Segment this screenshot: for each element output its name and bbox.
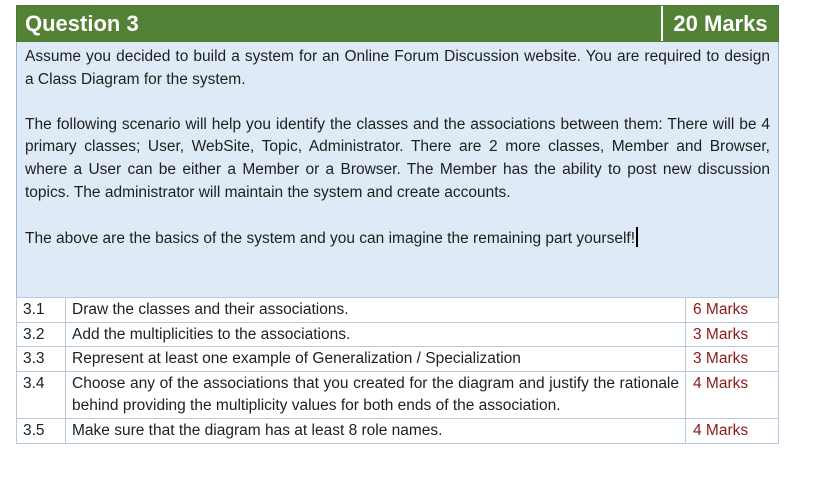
task-marks: 4 Marks [686, 371, 779, 418]
table-row [17, 347, 779, 372]
task-table [16, 297, 779, 444]
task-text: Draw the classes and their associations. [66, 298, 686, 323]
task-marks: 3 Marks [686, 322, 779, 347]
question-block [16, 5, 779, 444]
task-marks: 3 Marks [686, 347, 779, 372]
description-paragraph: Assume you decided to build a system for an Online Forum Discussion website. You are required to design a Class Diagram for the system. [25, 48, 770, 88]
task-number: 3.4 [17, 371, 66, 418]
task-number: 3.1 [17, 298, 66, 323]
question-title: Question 3 [17, 6, 661, 41]
table-row [17, 322, 779, 347]
task-text: Make sure that the diagram has at least 8 role names. [66, 418, 686, 443]
question-header [16, 5, 779, 42]
task-text: Choose any of the associations that you created for the diagram and justify the rationale behind providing the multiplicity values for both ends of the association. [66, 371, 686, 418]
task-text: Add the multiplicities to the associations. [66, 322, 686, 347]
task-marks: 4 Marks [686, 418, 779, 443]
text-cursor [636, 227, 638, 247]
description-paragraph: The following scenario will help you identify the classes and the associations between them: There will be 4 primary classes; User, WebSite, Topic, Administrator. There are 2 more classes, Member and Browser, where a User can be either a Member or a Browser. The Member has the ability to post new discussion topics. The administrator will maintain the system and create accounts. [25, 115, 770, 201]
question-total-marks: 20 Marks [661, 6, 778, 41]
question-description [16, 42, 779, 297]
task-marks: 6 Marks [686, 298, 779, 323]
table-row [17, 418, 779, 443]
table-row [17, 298, 779, 323]
task-number: 3.3 [17, 347, 66, 372]
task-number: 3.5 [17, 418, 66, 443]
task-number: 3.2 [17, 322, 66, 347]
description-paragraph [25, 227, 770, 251]
table-row [17, 371, 779, 418]
task-text: Represent at least one example of Generalization / Specialization [66, 347, 686, 372]
description-paragraph-text: The above are the basics of the system and you can imagine the remaining part yourself! [25, 229, 636, 247]
